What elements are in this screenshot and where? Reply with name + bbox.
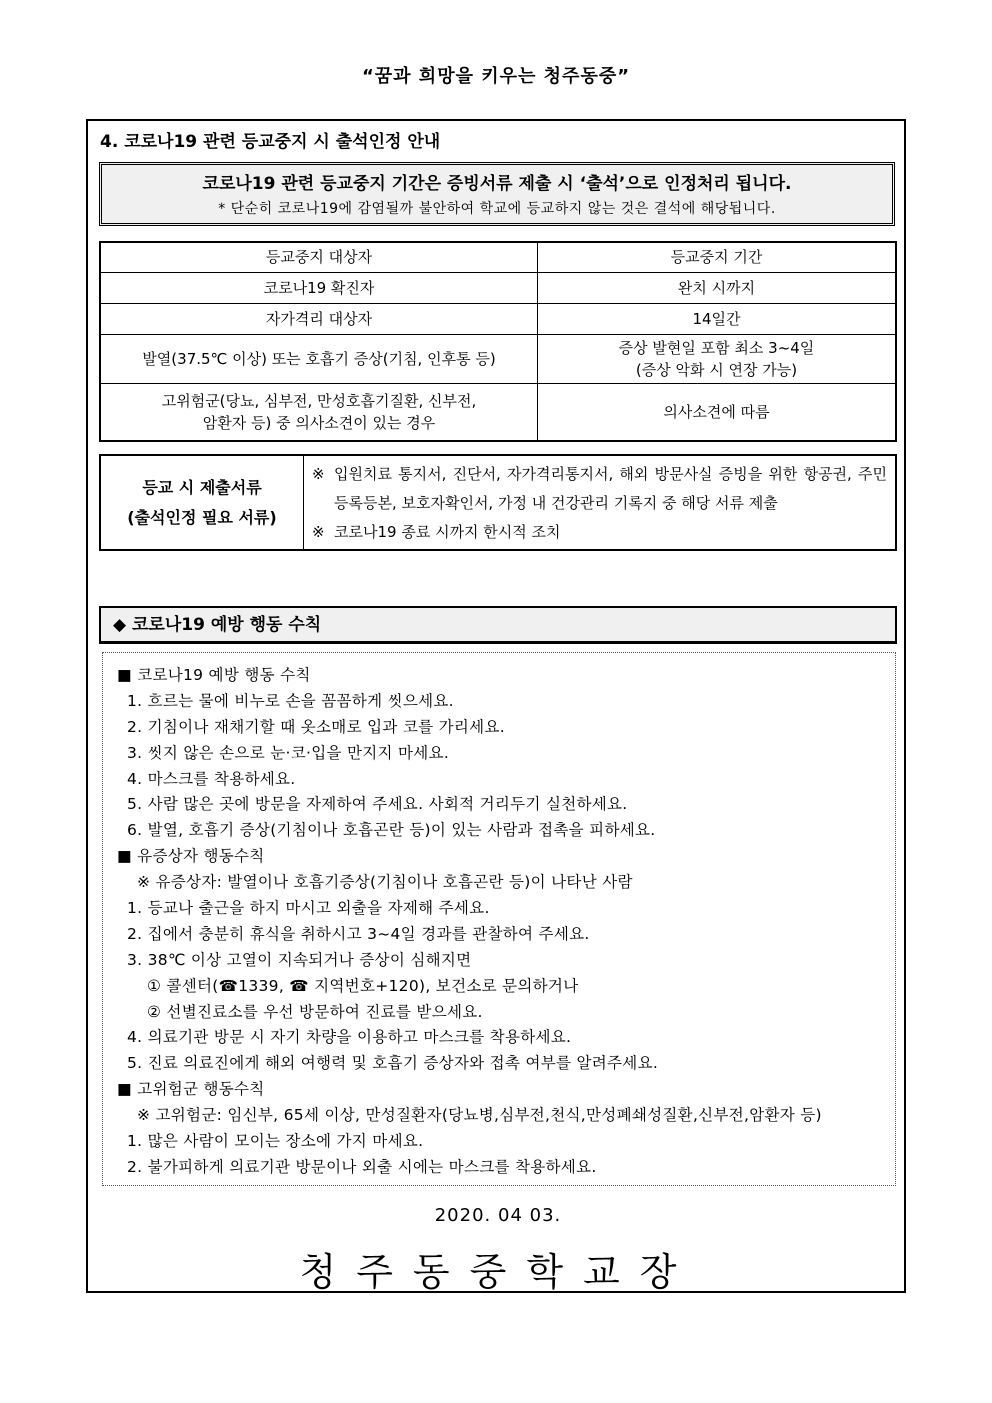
list-item: 1. 많은 사람이 모이는 장소에 가지 마세요. [127, 1132, 424, 1151]
list-item: 4. 의료기관 방문 시 자기 차량을 이용하고 마스크를 착용하세요. [127, 1028, 572, 1047]
cell-target: 자가격리 대상자 [100, 303, 538, 334]
target-line1: 고위험군(당뇨, 심부전, 만성호흡기질환, 신부전, [161, 391, 477, 410]
cell-period: 14일간 [538, 303, 897, 334]
suspension-period-table [99, 241, 897, 442]
list-item: 2. 불가피하게 의료기관 방문이나 외출 시에는 마스크를 착용하세요. [127, 1157, 597, 1176]
cell-period: 의사소견에 따름 [538, 383, 897, 441]
list-item: 6. 발열, 호흡기 증상(기침이나 호흡곤란 등)이 있는 사람과 접촉을 피하세요. [127, 821, 656, 840]
document-date: 2020. 04 03. [434, 1205, 562, 1226]
period-line2: (증상 악화 시 연장 가능) [635, 360, 798, 379]
table-header-row [100, 242, 896, 272]
documents-item [312, 460, 887, 518]
documents-label-line1: 등교 시 제출서류 [142, 477, 262, 497]
rules-heading: ■ 고위험군 행동수칙 [117, 1080, 265, 1099]
period-line1: 증상 발현일 포함 최소 3~4일 [618, 338, 815, 357]
cell-period [538, 334, 897, 383]
table-row [100, 303, 896, 334]
list-item: 3. 38℃ 이상 고열이 지속되거나 증상이 심해지면 [127, 950, 472, 969]
documents-item-text: 입원치료 통지서, 진단서, 자가격리통지서, 해외 방문사실 증빙을 위한 항공권, 주민등록등본, 보호자확인서, 가정 내 건강관리 기록지 중 해당 서류 제출 [334, 465, 887, 512]
list-subitem: ② 선별진료소를 우선 방문하여 진료를 받으세요. [147, 1002, 483, 1021]
table-row [100, 383, 896, 441]
list-item: 2. 기침이나 재채기할 때 옷소매로 입과 코를 가리세요. [127, 717, 505, 736]
list-item: 5. 사람 많은 곳에 방문을 자제하여 주세요. 사회적 거리두기 실천하세요. [127, 795, 628, 814]
cell-target: 발열(37.5℃ 이상) 또는 호흡기 증상(기침, 인후통 등) [100, 334, 538, 383]
school-slogan: “꿈과 희망을 키우는 청주동중” [361, 66, 631, 87]
list-subitem: ① 콜센터(☎1339, ☎ 지역번호+120), 보건소로 문의하거나 [147, 976, 579, 995]
notice-frame [86, 119, 906, 1293]
section-title-prevention: ◆ 코로나19 예방 행동 수칙 [99, 606, 897, 644]
principal-signature: 청주동중학교장 [299, 1250, 697, 1294]
section-title-attendance: 4. 코로나19 관련 등교중지 시 출석인정 안내 [100, 132, 441, 152]
reference-mark: ※ [312, 465, 325, 483]
attendance-notice-box [99, 162, 895, 226]
cell-period: 완치 시까지 [538, 272, 897, 303]
required-documents-table [99, 454, 897, 551]
notice-main-text: 코로나19 관련 등교중지 기간은 증빙서류 제출 시 ‘출석’으로 인정처리 됩니다. [202, 174, 792, 194]
rules-heading: ■ 코로나19 예방 행동 수칙 [117, 666, 311, 684]
header-target: 등교중지 대상자 [100, 242, 538, 272]
target-line2: 암환자 등) 중 의사소견이 있는 경우 [202, 413, 436, 432]
list-item: 3. 씻지 않은 손으로 눈·코·입을 만지지 마세요. [127, 743, 450, 762]
reference-mark: ※ [312, 523, 325, 541]
list-item: 1. 등교나 출근을 하지 마시고 외출을 자제해 주세요. [127, 899, 490, 918]
rules-note: ※ 고위험군: 임신부, 65세 이상, 만성질환자(당뇨병,심부전,천식,만성폐쇄성질환,신부전,암환자 등) [137, 1106, 822, 1125]
cell-target [100, 383, 538, 441]
list-item: 5. 진료 의료진에게 해외 여행력 및 호흡기 증상자와 접촉 여부를 알려주세요. [127, 1054, 659, 1073]
documents-content [304, 455, 897, 550]
rules-heading: ■ 유증상자 행동수칙 [117, 847, 265, 866]
list-item: 2. 집에서 충분히 휴식을 취하시고 3~4일 경과를 관찰하여 주세요. [127, 924, 590, 943]
documents-item [312, 518, 887, 547]
table-row [100, 334, 896, 383]
rules-note: ※ 유증상자: 발열이나 호흡기증상(기침이나 호흡곤란 등)이 나타난 사람 [137, 873, 633, 892]
notice-sub-text: * 단순히 코로나19에 감염될까 불안하여 학교에 등교하지 않는 것은 결석에 해당됩니다. [218, 201, 776, 217]
documents-label [100, 455, 304, 550]
prevention-rules-box [102, 652, 896, 1186]
documents-label-line2: (출석인정 필요 서류) [127, 507, 277, 527]
cell-target: 코로나19 확진자 [100, 272, 538, 303]
table-row [100, 272, 896, 303]
list-item: 1. 흐르는 물에 비누로 손을 꼼꼼하게 씻으세요. [127, 691, 454, 710]
documents-item-text: 코로나19 종료 시까지 한시적 조치 [334, 523, 561, 541]
header-period: 등교중지 기간 [538, 242, 897, 272]
list-item: 4. 마스크를 착용하세요. [127, 769, 296, 788]
